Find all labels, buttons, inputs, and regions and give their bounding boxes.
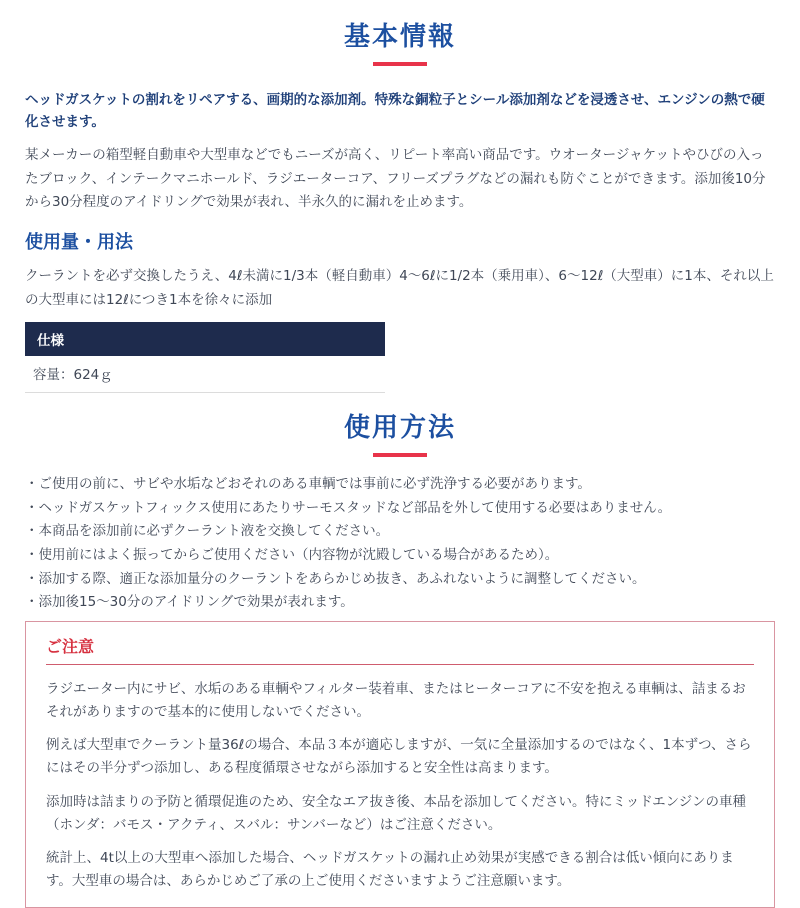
caution-box	[25, 621, 775, 908]
usage-instructions-list	[25, 475, 775, 612]
caution-title: ご注意	[46, 636, 95, 656]
caution-paragraph: 例えば大型車でクーラント量36ℓの場合、本品３本が適応しますが、一気に全量添加するのではなく、1本ずつ、さらにはその半分ずつ添加し、ある程度循環させながら添加すると安全性は高まります。	[46, 737, 752, 777]
product-lead-text: ヘッドガスケットの割れをリペアする、画期的な添加剤。特殊な銅粒子とシール添加剤などを浸透させ、エンジンの熱で硬化させます。	[25, 92, 765, 130]
list-item: ・添加後15〜30分のアイドリングで効果が表れます。	[25, 594, 354, 611]
basic-info-section	[25, 16, 775, 393]
list-item: ・使用前にはよく振ってからご使用ください（内容物が沈殿している場合があるため）。	[25, 547, 559, 563]
spec-table	[25, 322, 385, 393]
product-description-text: 某メーカーの箱型軽自動車や大型車などでもニーズが高く、リピート率高い商品です。ウオータージャケットやひびの入ったブロック、インテークマニホールド、ラジエーターコア、フリーズプラグなどの漏れも防ぐことができます。添加後10分から30分程度のアイドリングで効果が表れ、半永久的に漏れを止めます。	[25, 147, 766, 211]
usage-amount-heading: 使用量・用法	[25, 232, 133, 254]
basic-info-title: 基本情報	[343, 22, 456, 52]
list-item: ・ヘッドガスケットフィックス使用にあたりサーモスタッドなど部品を外して使用する必要はありません。	[25, 499, 672, 516]
list-item: ・本商品を添加前に必ずクーラント液を交換してください。	[25, 523, 390, 540]
caution-paragraph: 統計上、4t以上の大型車へ添加した場合、ヘッドガスケットの漏れ止め効果が実感できる割合は低い傾向にあります。大型車の場合は、あらかじめご了承の上ご使用くださいますようご注意願います。	[46, 850, 734, 890]
basic-info-title-underline	[373, 62, 427, 66]
how-to-use-title: 使用方法	[343, 413, 456, 444]
caution-paragraph: ラジエーター内にサビ、水垢のある車輌やフィルター装着車、またはヒーターコアに不安を抱える車輌は、詰まるおそれがありますので基本的に使用しないでください。	[46, 680, 746, 720]
caution-title-divider	[46, 664, 754, 665]
list-item: ・ご使用の前に、サビや水垢などおそれのある車輌では事前に必ず洗浄する必要があります。	[25, 476, 591, 493]
spec-capacity-value: 容量：624ｇ	[25, 356, 385, 393]
list-item: ・添加する際、適正な添加量分のクーラントをあらかじめ抜き、あふれないように調整してください。	[25, 570, 646, 587]
usage-amount-text: クーラントを必ず交換したうえ、4ℓ未満に1/3本（軽自動車）4〜6ℓに1/2本（乗用車）、6〜12ℓ（大型車）に1本、それ以上の大型車には12ℓにつき1本を徐々に添加	[25, 268, 774, 308]
how-to-use-title-underline	[373, 453, 427, 457]
spec-header-label: 仕様	[25, 322, 385, 356]
how-to-use-section	[25, 407, 775, 908]
caution-paragraph: 添加時は詰まりの予防と循環促進のため、安全なエア抜き後、本品を添加してください。特にミッドエンジンの車種（ホンダ：バモス・アクティ、スバル：サンバーなど）はご注意ください。	[46, 793, 746, 833]
